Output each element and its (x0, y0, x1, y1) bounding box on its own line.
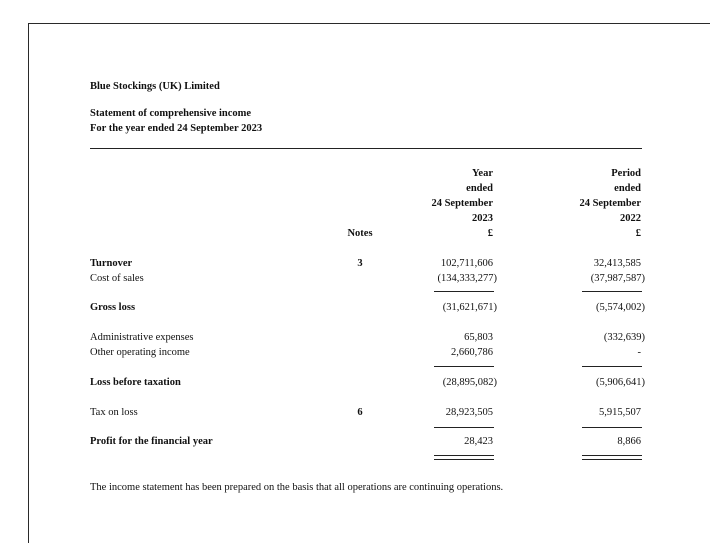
row-other-income-current: 2,660,786 (451, 347, 493, 358)
subtotal-rule-prior-3 (582, 427, 642, 428)
row-loss-before-tax-prior: (5,906,641) (596, 377, 645, 388)
statement-title: Statement of comprehensive income (90, 108, 252, 119)
row-other-income-prior: - (637, 347, 641, 358)
current-currency: £ (487, 228, 493, 239)
prior-header-line1: Period (611, 168, 641, 179)
prior-header-line4: 2022 (620, 213, 641, 224)
row-cost-of-sales-current: (134,333,277) (437, 273, 497, 284)
row-cost-of-sales-label: Cost of sales (90, 273, 144, 284)
prior-currency: £ (635, 228, 641, 239)
row-admin-expenses-label: Administrative expenses (90, 332, 194, 343)
row-turnover-label: Turnover (90, 258, 133, 269)
header-rule (90, 148, 642, 149)
current-header-line4: 2023 (472, 213, 493, 224)
current-header-line3: 24 September (431, 198, 493, 209)
row-tax-on-loss-current: 28,923,505 (445, 407, 493, 418)
row-turnover-prior: 32,413,585 (593, 258, 641, 269)
total-double-rule-current (434, 455, 494, 460)
statement-period: For the year ended 24 September 2023 (90, 123, 263, 134)
subtotal-rule-current-3 (434, 427, 494, 428)
row-turnover-current: 102,711,606 (440, 258, 493, 269)
row-gross-loss-prior: (5,574,002) (596, 302, 645, 313)
prior-header-line3: 24 September (579, 198, 641, 209)
row-profit-current: 28,423 (464, 436, 493, 447)
company-name: Blue Stockings (UK) Limited (90, 81, 220, 92)
subtotal-rule-current-2 (434, 366, 494, 367)
statement-page (28, 23, 710, 543)
row-turnover-note: 3 (357, 258, 363, 269)
row-admin-expenses-current: 65,803 (464, 332, 493, 343)
subtotal-rule-prior-2 (582, 366, 642, 367)
current-header-line1: Year (472, 168, 493, 179)
row-gross-loss-current: (31,621,671) (442, 302, 497, 313)
row-tax-on-loss-label: Tax on loss (90, 407, 138, 418)
prior-header-line2: ended (614, 183, 641, 194)
notes-header: Notes (347, 228, 373, 239)
row-other-income-label: Other operating income (90, 347, 190, 358)
row-loss-before-tax-current: (28,895,082) (442, 377, 497, 388)
row-tax-on-loss-note: 6 (357, 407, 363, 418)
row-profit-label: Profit for the financial year (90, 436, 213, 447)
row-loss-before-tax-label: Loss before taxation (90, 377, 181, 388)
row-admin-expenses-prior: (332,639) (603, 332, 645, 343)
subtotal-rule-current (434, 291, 494, 292)
row-cost-of-sales-prior: (37,987,587) (590, 273, 645, 284)
current-header-line2: ended (466, 183, 493, 194)
row-tax-on-loss-prior: 5,915,507 (599, 407, 641, 418)
total-double-rule-prior (582, 455, 642, 460)
row-profit-prior: 8,866 (617, 436, 641, 447)
footnote: The income statement has been prepared on the basis that all operations are continuing operations. (90, 482, 504, 493)
subtotal-rule-prior (582, 291, 642, 292)
row-gross-loss-label: Gross loss (90, 302, 136, 313)
